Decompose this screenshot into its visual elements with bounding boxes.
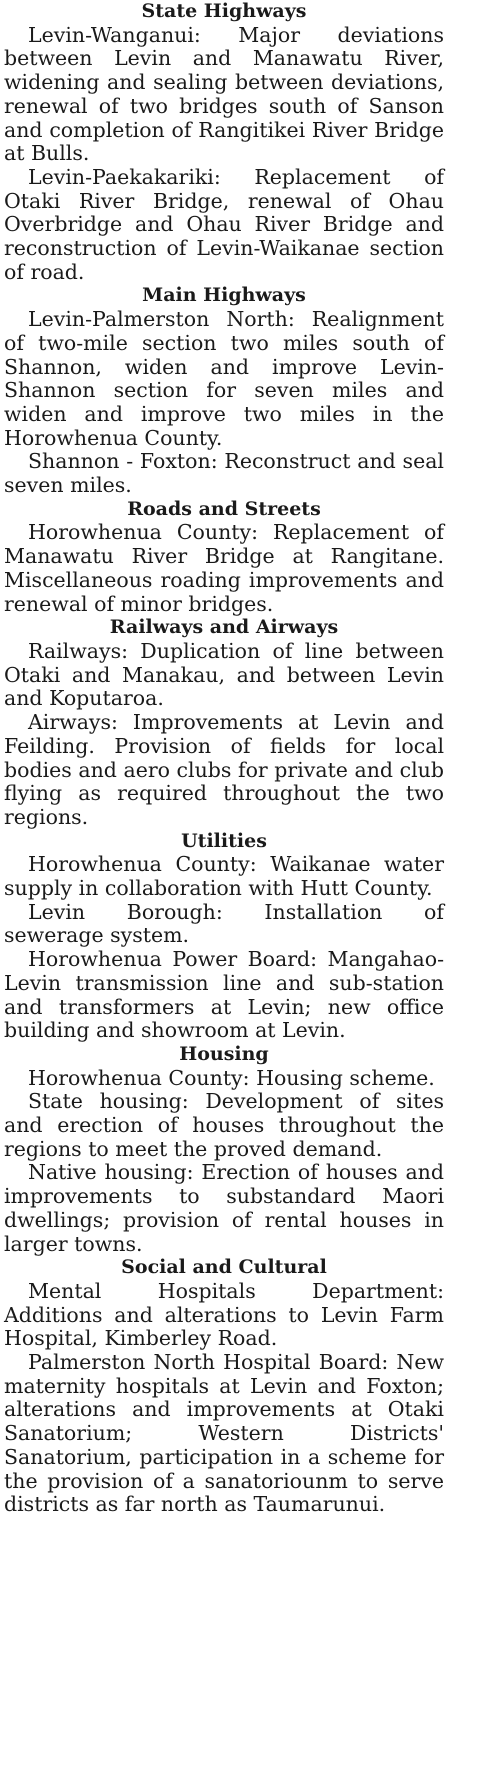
section-heading: Housing xyxy=(179,1042,269,1065)
section-housing xyxy=(4,1043,444,1256)
section-heading: Utilities xyxy=(181,829,267,852)
paragraph: Horowhenua Power Board: Mangahao-Levin transmission line and sub-station and transformers at Levin; new office building and showroom at Levin. xyxy=(4,947,444,1043)
section-heading: Roads and Streets xyxy=(127,497,321,520)
paragraph: Palmerston North Hospital Board: New maternity hospitals at Levin and Foxton; alterations and improvements at Otaki Sanatorium; Western Districts' Sanatorium, participation in a scheme for the provision of a sanatoriounm to serve districts as far north as Taumarunui. xyxy=(4,1350,444,1517)
paragraph: Airways: Improvements at Levin and Feilding. Provision of fields for local bodies and aero clubs for private and club flying as required throughout the two regions. xyxy=(4,710,444,829)
paragraph: Mental Hospitals Department: Additions and alterations to Levin Farm Hospital, Kimberley Road. xyxy=(4,1278,444,1351)
paragraph: Levin-Paekakariki: Replacement of Otaki River Bridge, renewal of Ohau Overbridge and Ohau River Bridge and reconstruction of Levin-Waikanae section of road. xyxy=(4,164,444,284)
paragraph: Shannon - Foxton: Reconstruct and seal seven miles. xyxy=(4,449,444,498)
section-main-highways xyxy=(4,284,444,497)
paragraph: Horowhenua County: Housing scheme. xyxy=(28,1065,435,1090)
section-social-and-cultural xyxy=(4,1256,444,1517)
section-roads-and-streets xyxy=(4,498,444,617)
paragraph: Levin-Wanganui: Major deviations between Levin and Manawatu River, widening and sealing between deviations, renewal of two bridges south of Sanson and completion of Rangitikei River Bridge at Bulls. xyxy=(4,22,444,166)
article-column xyxy=(4,0,444,1517)
section-railways-and-airways xyxy=(4,616,444,829)
section-heading: Social and Cultural xyxy=(121,1256,327,1279)
paragraph: Horowhenua County: Replacement of Manawatu River Bridge at Rangitane. Miscellaneous roading improvements and renewal of minor bridges. xyxy=(4,520,444,616)
section-utilities xyxy=(4,830,444,1043)
page-margin xyxy=(459,0,485,1774)
paragraph: Native housing: Erection of houses and improvements to substandard Maori dwellings; provision of rental houses in larger towns. xyxy=(4,1160,444,1256)
paragraph: Railways: Duplication of line between Otaki and Manakau, and between Levin and Koputaroa. xyxy=(4,638,444,711)
section-heading: State Highways xyxy=(141,0,307,22)
paragraph: State housing: Development of sites and erection of houses throughout the regions to meet the proved demand. xyxy=(4,1089,444,1161)
section-heading: Main Highways xyxy=(142,284,306,307)
paragraph: Levin-Palmerston North: Realignment of two-mile section two miles south of Shannon, widen and improve Levin-Shannon section for seven miles and widen and improve two miles in the Horowhenua County. xyxy=(4,307,444,450)
section-heading: Railways and Airways xyxy=(109,616,339,639)
paragraph: Levin Borough: Installation of sewerage system. xyxy=(4,899,444,948)
section-state-highways xyxy=(4,0,444,284)
paragraph: Horowhenua County: Waikanae water supply in collaboration with Hutt County. xyxy=(4,852,444,901)
